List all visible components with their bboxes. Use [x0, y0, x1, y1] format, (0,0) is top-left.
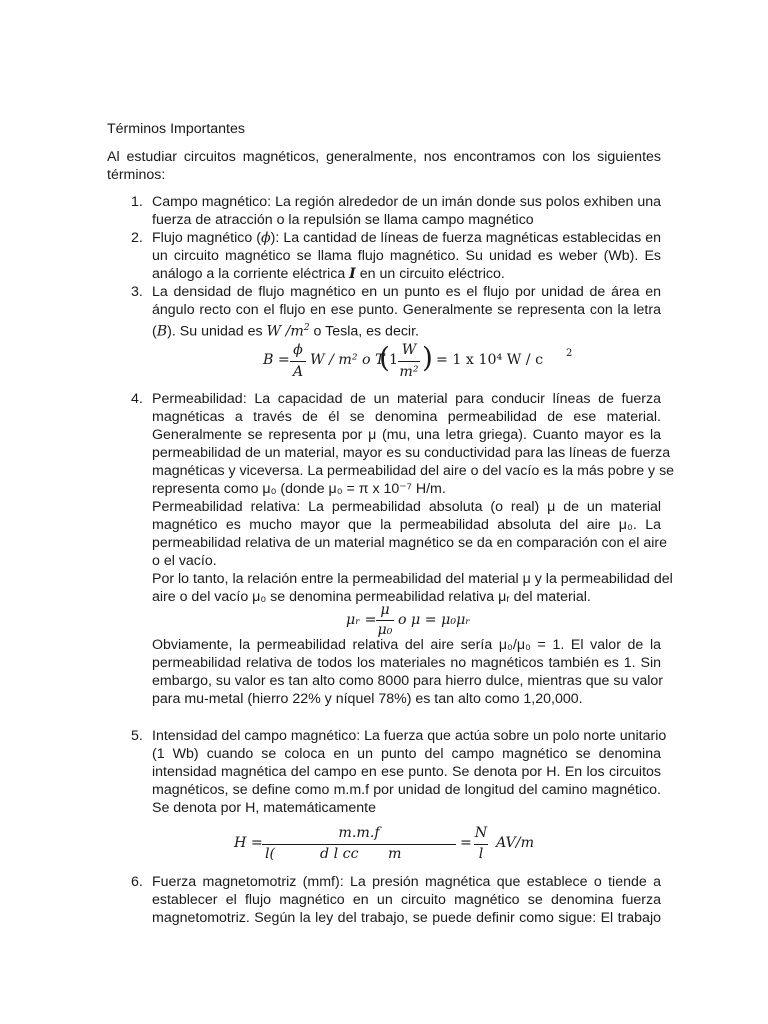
eq-h-num: m.m.f: [338, 825, 380, 841]
item-2-line-3: [152, 265, 505, 283]
item-5-line-5: Se denota por H, matemáticamente: [152, 800, 376, 816]
item-6-line-3: magnetomotriz. Según la ley del trabajo, se puede definir como sigue: El trabajo: [152, 910, 661, 926]
intro-line-1: Al estudiar circuitos magnéticos, generalmente, nos encontramos con los siguientes: [107, 149, 661, 165]
intro-line-2: términos:: [107, 167, 166, 183]
item-1-line-2: fuerza de atracción o la repulsión se llama campo magnético: [152, 212, 534, 228]
eq-h-den-b: d l cc: [320, 846, 359, 862]
eq-b-num2: W: [401, 342, 417, 358]
unit-text: W /m: [266, 323, 304, 340]
item-3-line-3: [152, 319, 419, 341]
b-symbol: B: [156, 323, 168, 340]
eq-mur-rhs: o μ = μ₀μᵣ: [398, 612, 471, 628]
item-5-number: 5.: [131, 728, 143, 744]
flux-symbol: ϕ: [260, 230, 271, 246]
eq-b-rhs-exp: 2: [566, 348, 573, 359]
section-heading: Términos Importantes: [107, 121, 245, 137]
item-3-text: o Tesla, es decir.: [309, 323, 419, 340]
eq-mur-den: μ₀: [377, 622, 393, 638]
relative-line-4: o el vacío.: [152, 553, 217, 569]
item-2-text: en un circuito eléctrico.: [355, 266, 505, 282]
eq-b-rhs: = 1 x 10⁴ W / c: [436, 352, 544, 368]
eq-h-equals: =: [460, 835, 472, 851]
eq-b-fraction-bar-2: [398, 361, 420, 362]
eq-h-num2: N: [474, 825, 488, 841]
item-5-line-4: magnéticos, se define como m.m.f por unidad de longitud del camino magnético.: [152, 782, 661, 798]
eq-h-lhs: H =: [234, 835, 263, 851]
item-1-line-1: Campo magnético: La región alrededor de un imán donde sus polos exhiben una: [152, 194, 661, 210]
relative-line-3: permeabilidad relativa de un material magnético se da en comparación con el aire: [152, 535, 667, 551]
therefore-line-2: aire o del vacío μ₀ se denomina permeabilidad relativa μᵣ del material.: [152, 589, 591, 605]
item-5-line-1: Intensidad del campo magnético: La fuerza que actúa sobre un polo norte unitario: [152, 728, 667, 744]
eq-h-fraction-bar: [262, 844, 456, 845]
item-6-number: 6.: [131, 874, 143, 890]
item-6-line-1: Fuerza magnetomotriz (mmf): La presión magnética que establece o tiende a: [152, 874, 661, 890]
item-4-line-4: permeabilidad de un material, mayor es su conductividad para las líneas de fuerza: [152, 445, 671, 461]
obviously-line-2: permeabilidad relativa de todos los materiales no magnéticos también es 1. Sin: [152, 655, 661, 671]
eq-h-den-c: m: [388, 846, 402, 862]
eq-mur-num: μ: [380, 602, 390, 618]
item-3-number: 3.: [131, 284, 143, 300]
item-3-text: (: [152, 323, 157, 340]
item-4-number: 4.: [131, 391, 143, 407]
eq-b-mid: W / m² o T: [310, 352, 385, 368]
item-3-text: ). Su unidad es: [167, 323, 267, 340]
obviously-line-4: para mu-metal (hierro 22% y níquel 78%) es tan alto como 1,20,000.: [152, 691, 583, 707]
current-symbol: I: [349, 266, 356, 282]
item-3-line-1: La densidad de flujo magnético en un punto es el flujo por unidad de área en: [152, 284, 661, 300]
item-4-line-1: Permeabilidad: La capacidad de un material para conducir líneas de fuerza: [152, 391, 661, 407]
eq-mur-lhs: μᵣ =: [346, 612, 377, 628]
item-2-text: Flujo magnético (: [152, 230, 261, 246]
item-2-text: análogo a la corriente eléctrica: [152, 266, 350, 282]
item-5-line-3: intensidad magnética del campo en ese punto. Se denota por H. En los circuitos: [152, 764, 661, 780]
eq-b-den: A: [292, 364, 304, 380]
eq-b-paren-right: ): [422, 341, 433, 374]
item-4-line-2: magnéticas a través de él se denomina permeabilidad de ese material.: [152, 409, 661, 425]
item-2-line-2: un circuito magnético se llama flujo magnético. Su unidad es weber (Wb). Es: [152, 248, 661, 264]
item-5-line-2: (1 Wb) cuando se coloca en un punto del campo magnético se denomina: [152, 746, 661, 762]
item-4-line-3: Generalmente se representa por μ (mu, una letra griega). Cuanto mayor es la: [152, 427, 661, 443]
item-6-line-2: establecer el flujo magnético en un circuito magnético se denomina fuerza: [152, 892, 661, 908]
item-4-line-6: representa como μ₀ (donde μ₀ = π x 10⁻⁷ H/m.: [152, 481, 446, 497]
obviously-line-3: embargo, su valor es tan alto como 8000 para hierro dulce, mientras que su valor: [152, 673, 664, 689]
item-2-number: 2.: [131, 230, 143, 246]
unit-exponent: 2: [303, 323, 310, 333]
item-2-line-1: [152, 229, 661, 247]
eq-b-lhs: B =: [263, 352, 290, 368]
eq-h-den2: l: [478, 846, 484, 862]
eq-h-den-a: l(: [265, 846, 276, 862]
eq-b-den2: m²: [399, 364, 419, 380]
item-1-number: 1.: [131, 194, 143, 210]
relative-line-1: Permeabilidad relativa: La permeabilidad absoluta (o real) μ de un material: [152, 499, 661, 515]
eq-h-fraction-bar-2: [474, 844, 488, 845]
eq-b-num: ϕ: [293, 342, 303, 358]
obviously-line-1: Obviamente, la permeabilidad relativa del aire sería μ₀/μ₀ = 1. El valor de la: [152, 637, 661, 653]
eq-b-fraction-bar: [290, 361, 306, 362]
eq-b-paren-left: (: [379, 341, 390, 374]
item-3-line-2: ángulo recto con el flujo en ese punto. Generalmente se representa con la letra: [152, 302, 661, 318]
eq-h-unit: AV/m: [496, 835, 535, 851]
item-4-line-5: magnéticas y viceversa. La permeabilidad del aire o del vacío es la más pobre y se: [152, 463, 675, 479]
relative-line-2: magnético es mucho mayor que la permeabilidad absoluta del aire μ₀. La: [152, 517, 661, 533]
eq-b-one: 1: [389, 352, 399, 368]
eq-mur-fraction-bar: [376, 620, 394, 621]
item-2-text: ): La cantidad de líneas de fuerza magnéticas establecidas en: [270, 230, 661, 246]
therefore-line-1: Por lo tanto, la relación entre la permeabilidad del material μ y la permeabilidad del: [152, 571, 673, 587]
